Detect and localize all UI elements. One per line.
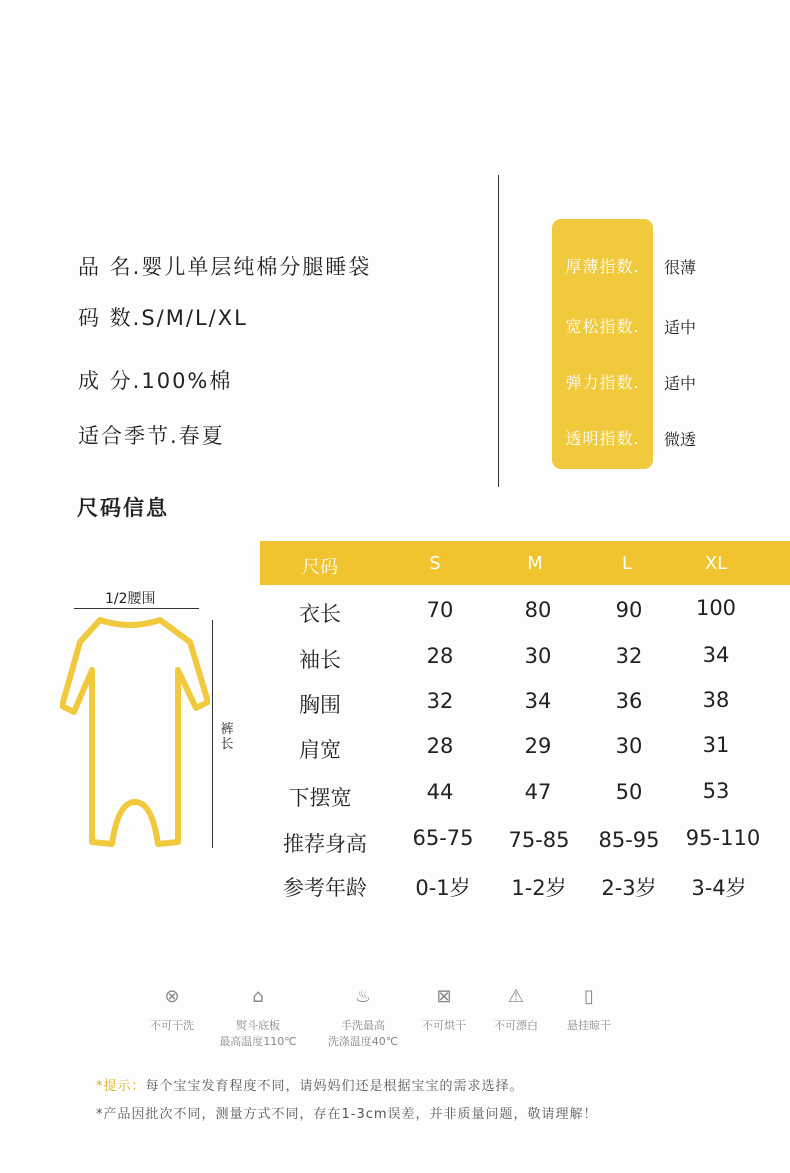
table-cell: 44 bbox=[426, 780, 454, 804]
table-cell: 0-1岁 bbox=[415, 876, 471, 900]
table-cell: 32 bbox=[615, 644, 643, 668]
index-label-elasticity: 弹力指数. bbox=[565, 373, 640, 392]
care-label-no-bleach: 不可漂白 bbox=[494, 1019, 538, 1032]
row-label-height: 推荐身高 bbox=[283, 832, 367, 856]
table-cell: 75-85 bbox=[508, 828, 570, 852]
index-value-thickness: 很薄 bbox=[664, 258, 697, 277]
header-l: L bbox=[621, 553, 633, 574]
product-sizes: 码 数.S/M/L/XL bbox=[78, 306, 248, 330]
care-label-iron-temp: 最高温度110℃ bbox=[219, 1035, 297, 1048]
no-tumble-dry-icon: ⊠ bbox=[436, 986, 452, 1007]
table-cell: 38 bbox=[702, 688, 730, 712]
romper-outline-diagram bbox=[60, 612, 210, 852]
header-xl: XL bbox=[704, 553, 728, 574]
row-label-age: 参考年龄 bbox=[283, 876, 367, 900]
index-label-thickness: 厚薄指数. bbox=[565, 257, 640, 276]
table-cell: 28 bbox=[426, 734, 454, 758]
divider-line bbox=[498, 175, 499, 487]
table-cell: 50 bbox=[615, 780, 643, 804]
table-cell: 32 bbox=[426, 689, 454, 713]
length-measure-line bbox=[212, 620, 213, 848]
row-label-length: 衣长 bbox=[299, 602, 341, 626]
table-cell: 90 bbox=[615, 598, 643, 622]
index-value-transparency: 微透 bbox=[664, 430, 697, 449]
table-cell: 31 bbox=[702, 733, 730, 757]
index-label-looseness: 宽松指数. bbox=[565, 317, 640, 336]
header-m: M bbox=[527, 553, 543, 574]
length-label: 裤长 bbox=[220, 722, 234, 752]
care-label-iron: 熨斗底板 bbox=[236, 1019, 280, 1032]
table-cell: 47 bbox=[524, 780, 552, 804]
table-cell: 34 bbox=[524, 689, 552, 713]
table-cell: 53 bbox=[702, 779, 730, 803]
table-cell: 30 bbox=[524, 644, 552, 668]
index-value-looseness: 适中 bbox=[664, 318, 697, 337]
tip-prefix: *提示： bbox=[96, 1079, 146, 1094]
table-cell: 85-95 bbox=[598, 828, 660, 852]
care-label-hang-dry: 悬挂晾干 bbox=[567, 1019, 611, 1032]
table-cell: 1-2岁 bbox=[511, 876, 567, 900]
row-label-hem: 下摆宽 bbox=[288, 786, 352, 810]
table-cell: 28 bbox=[426, 644, 454, 668]
table-cell: 100 bbox=[695, 596, 737, 620]
table-cell: 36 bbox=[615, 689, 643, 713]
table-cell: 80 bbox=[524, 598, 552, 622]
hand-wash-icon: ♨ bbox=[354, 986, 372, 1007]
product-material: 成 分.100%棉 bbox=[78, 369, 233, 393]
no-bleach-icon: ⚠ bbox=[507, 986, 525, 1007]
iron-icon: ⌂ bbox=[252, 986, 264, 1007]
table-cell: 2-3岁 bbox=[601, 876, 657, 900]
hang-dry-icon: ▯ bbox=[584, 986, 594, 1007]
table-cell: 34 bbox=[702, 643, 730, 667]
table-cell: 70 bbox=[426, 598, 454, 622]
care-label-no-tumble-dry: 不可烘干 bbox=[422, 1019, 466, 1032]
no-dry-clean-icon: ⊗ bbox=[164, 986, 180, 1007]
waist-label: 1/2腰围 bbox=[105, 591, 156, 607]
index-value-elasticity: 适中 bbox=[664, 374, 697, 393]
tip-text: 每个宝宝发育程度不同，请妈妈们还是根据宝宝的需求选择。 bbox=[145, 1079, 524, 1094]
tip-note bbox=[96, 1075, 524, 1094]
row-label-chest: 胸围 bbox=[299, 693, 341, 717]
table-cell: 65-75 bbox=[412, 826, 474, 850]
row-label-shoulder: 肩宽 bbox=[299, 738, 341, 762]
table-cell: 3-4岁 bbox=[691, 876, 747, 900]
care-label-no-dry-clean: 不可干洗 bbox=[150, 1019, 194, 1032]
top-blank-area bbox=[0, 0, 790, 165]
table-cell: 95-110 bbox=[685, 826, 761, 850]
index-label-transparency: 透明指数. bbox=[565, 429, 640, 448]
table-cell: 29 bbox=[524, 734, 552, 758]
product-name: 品 名.婴儿单层纯棉分腿睡袋 bbox=[78, 255, 372, 279]
size-section-title: 尺码信息 bbox=[77, 496, 169, 520]
header-size: 尺码 bbox=[302, 557, 338, 578]
care-label-wash-temp: 洗涤温度40℃ bbox=[327, 1035, 399, 1048]
disclaimer-note: *产品因批次不同，测量方式不同，存在1-3cm误差，并非质量问题，敬请理解！ bbox=[96, 1107, 598, 1122]
care-label-hand-wash: 手洗最高 bbox=[341, 1019, 385, 1032]
waist-measure-line bbox=[74, 608, 199, 609]
row-label-sleeve: 袖长 bbox=[299, 648, 341, 672]
header-s: S bbox=[429, 553, 441, 574]
product-season: 适合季节.春夏 bbox=[78, 424, 225, 448]
table-cell: 30 bbox=[615, 734, 643, 758]
